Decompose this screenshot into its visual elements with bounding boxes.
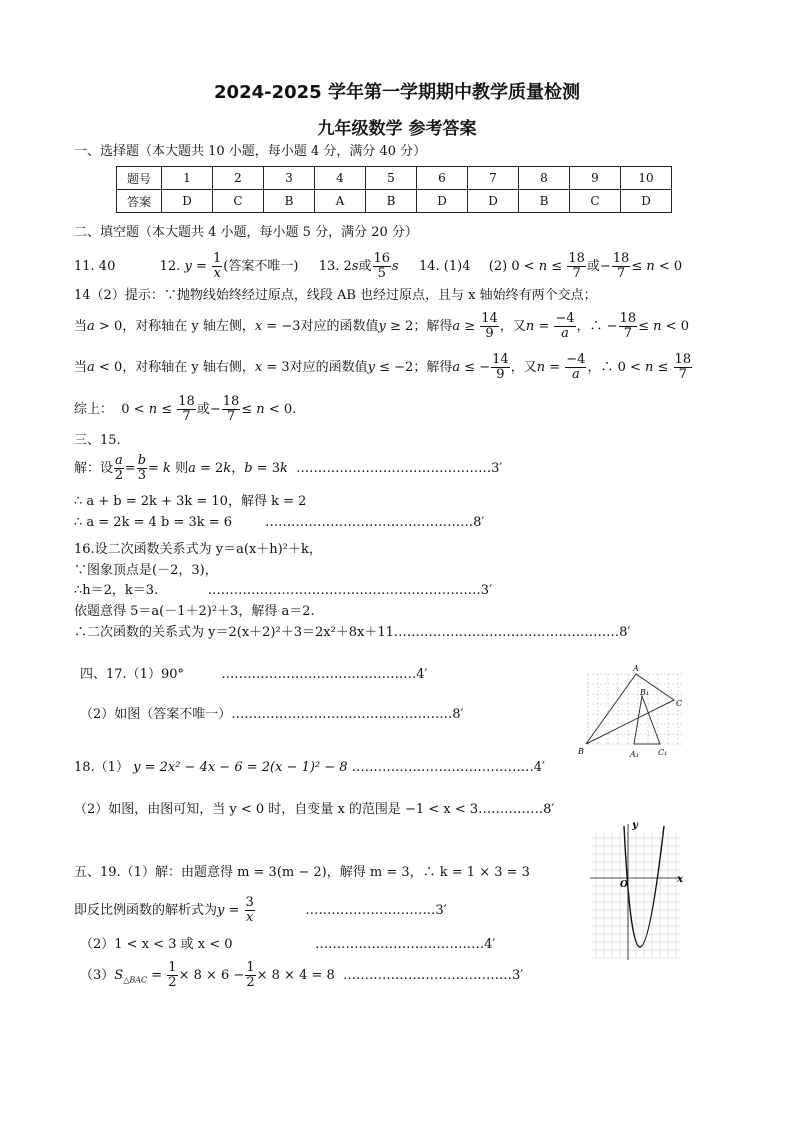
q16-line5: ∴二次函数的关系式为 y＝2(x＋2)²＋3＝2x²＋8x＋11.……………………………………………8′ [74, 625, 631, 640]
table-cell: C [213, 190, 264, 213]
table-label: 题号 [117, 167, 162, 190]
case-a-positive: 当a > 0，对称轴在 y 轴左侧，x = −3对应的函数值y ≥ 2；解得a ≥ $\frac{14}{9}$ ，又n = $\frac{-4}{a}$ ，∴ − $\frac{18}{7}$ ≤ n < 0 [74, 311, 689, 341]
label-a1: A₁ [630, 750, 639, 759]
grid-lines [588, 674, 682, 744]
case-a-negative: 当a < 0，对称轴在 y 轴右侧，x = 3对应的函数值y ≤ −2；解得a ≤ − $\frac{14}{9}$ ，又n = $\frac{-4}{a}$ ，∴ 0 < n ≤ $\frac{18}{7}$ [74, 352, 692, 382]
label-b1: B₁ [640, 688, 650, 697]
q15-line2: ∴ a + b = 2k + 3k = 10，解得 k = 2 [74, 494, 307, 509]
table-cell: 5 [366, 167, 417, 190]
q16-line1: 16.设二次函数关系式为 y＝a(x＋h)²＋k， [74, 542, 322, 557]
label-b: B [578, 747, 584, 756]
table-cell: 7 [468, 167, 519, 190]
table-cell: B [519, 190, 570, 213]
table-cell: B [264, 190, 315, 213]
table-label: 答案 [117, 190, 162, 213]
table-cell: A [315, 190, 366, 213]
q11-answer: 11. 40 [74, 259, 116, 274]
page-subtitle: 九年级数学 参考答案 [317, 119, 477, 139]
q19-line2: 即反比例函数的解析式为y = $\frac{3}{x}$ …………………………3′ [74, 895, 447, 925]
table-cell: 3 [264, 167, 315, 190]
section3-heading: 三、15. [74, 433, 121, 448]
table-row-answers [117, 190, 672, 213]
label-a: A [633, 664, 639, 673]
triangle-figure [578, 664, 690, 764]
table-cell: 9 [570, 167, 621, 190]
q19-1: 五、19.（1）解：由题意得 m = 3(m − 2)，解得 m = 3，∴ k = 1 × 3 = 3 [74, 865, 530, 880]
table-cell: D [162, 190, 213, 213]
table-cell: 2 [213, 167, 264, 190]
q14-2-label: (2) [488, 259, 508, 274]
label-origin: O [620, 880, 628, 890]
table-cell: 8 [519, 167, 570, 190]
q18-1: 18.（1） y = 2x² − 4x − 6 = 2(x − 1)² − 8 ……………………………………4′ [74, 760, 545, 775]
table-cell: 4 [315, 167, 366, 190]
q17-1: 四、17.（1）90° ………………………………………4′ [80, 667, 428, 682]
q14-1: 14. (1)4 [419, 259, 471, 274]
table-cell: D [621, 190, 672, 213]
section1-heading: 一、选择题（本大题共 10 小题，每小题 4 分，满分 40 分） [74, 144, 427, 159]
fill-answers-line: 11. 40 12. y = $\frac{1}{x}$ (答案不唯一) 13. 2s或 $\frac{16}{5}$ s 14. (1)4 (2) 0 < n ≤ $\frac{18}{7}$ 或− $\frac{18}{7}$ ≤ n < 0 [74, 251, 683, 281]
q16-line3: ∴h＝2，k＝3. ………………………………………………………3′ [74, 583, 493, 598]
table-row-numbers [117, 167, 672, 190]
q14-hint: 14（2）提示：∵抛物线始终经过原点，线段 AB 也经过原点，且与 x 轴始终有两个交点； [74, 288, 597, 303]
q17-2: （2）如图（答案不唯一）……………………………………………8′ [80, 707, 464, 722]
q15-line3: ∴ a = 2k = 4 b = 3k = 6 …………………………………………8′ [74, 515, 485, 530]
q16-line4: 依题意得 5＝a(－1＋2)²＋3，解得 a＝2. [74, 604, 315, 619]
q13-label: 13. [318, 259, 340, 274]
table-cell: C [570, 190, 621, 213]
table-cell: B [366, 190, 417, 213]
summary-line: 综上： 0 < n ≤ $\frac{18}{7}$ 或− $\frac{18}{7}$ ≤ n < 0. [74, 394, 297, 424]
triangle-abc [586, 674, 674, 744]
table-cell: D [417, 190, 468, 213]
graph-grid [592, 832, 680, 958]
q13-or: 或 [358, 259, 372, 274]
label-c: C [676, 699, 683, 708]
label-y: y [632, 820, 638, 831]
table-cell: 6 [417, 167, 468, 190]
q19-2: （2）1 < x < 3 或 x < 0 …………………………………4′ [80, 937, 496, 952]
page-title: 2024-2025 学年第一学期期中教学质量检测 [214, 82, 580, 103]
parabola-graph [588, 818, 688, 964]
label-c1: C₁ [658, 748, 668, 757]
table-cell: D [468, 190, 519, 213]
section2-heading: 二、填空题（本大题共 4 小题，每小题 5 分，满分 20 分） [74, 225, 418, 240]
table-cell: 10 [621, 167, 672, 190]
q19-3: $(3)S_{\triangle BAC}$ = $\frac{1}{2}$ × 8 × 6 − $\frac{1}{2}$ × 8 × 4 = 8 …………………………………3′ [80, 960, 524, 990]
q16-line2: ∵图象顶点是(－2，3)， [74, 563, 218, 578]
q12-note: (答案不唯一) [223, 259, 299, 274]
q18-2: （2）如图，由图可知，当 y < 0 时，自变量 x 的范围是 −1 < x < 3……………8′ [74, 802, 555, 817]
q12-label: 12. [159, 259, 181, 274]
label-x: x [677, 874, 683, 885]
q15-line1: 解：设 $\frac{a}{2}$ = $\frac{b}{3}$ = k 则a = 2k，b = 3k ………………………………………3′ [74, 453, 503, 483]
answer-table [116, 166, 672, 213]
table-cell: 1 [162, 167, 213, 190]
